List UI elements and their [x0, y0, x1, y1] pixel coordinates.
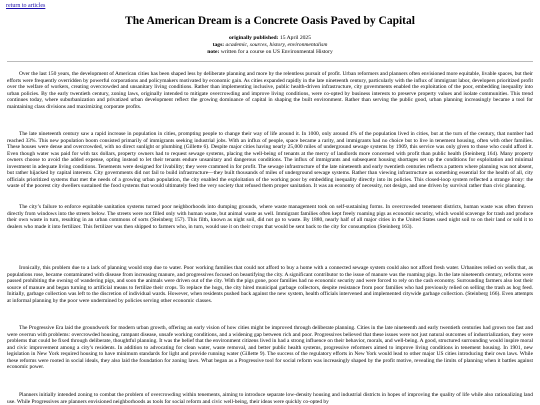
article-title: The American Dream is a Concrete Oasis Paved by Capital	[125, 15, 415, 27]
published-date: 15 April 2025	[279, 35, 312, 41]
note-line	[0, 49, 540, 56]
article-paragraph: Over the last 150 years, the development of American cities has been shaped less by deliberate planning and more by the relentless pursuit of profit. Urban reformers and planners often envisioned more equitable, livable spaces, but their efforts were frequently overridden by powerful corporations and policymakers motivated by economic gain. As cities expanded rapidly in the late nineteenth century, particularly with the influx of immigrant labor, developers prioritized profit over the welfare of workers, creating overcrowded and unsanitary living conditions. Rather than implementing inclusive, public health-driven infrastructure, city governments enabled the exploitation of the poor, embedding inequality into urban policies. By the early twentieth century, zoning laws, originally intended to mitigate overcrowding and improve living conditions, were co-opted by business interests to preserve property values and isolate communities. This trend continues today, where suburbanization and privatized urban development reflect the growing dominance of capital in shaping the built environment. Rather than serving the public good, urban planning increasingly became a tool for maintaining class divisions and maximizing corporate profits.	[7, 71, 533, 110]
note-label: note:	[207, 49, 220, 55]
article-paragraph: Planners initially intended zoning to combat the problem of overcrowding within tenements, aiming to introduce separate low-density housing and industrial districts in hopes of improving the quality of life while also rationalizing land use. While Progressives are planners envisioned neighborhoods as tools for social reform and civic well-being, their ideas were quickly co-opted by	[7, 392, 533, 405]
tags-line	[0, 42, 540, 49]
note-text: written for a course on US Environmental History	[220, 49, 333, 55]
published-line	[0, 35, 540, 42]
tags-list: academic, sources, history, environmentalism	[225, 42, 328, 48]
return-to-articles-link[interactable]: return to articles	[6, 3, 46, 9]
article-paragraph: The city’s failure to enforce equitable sanitation systems turned poor neighborhoods into dumping grounds, where waste management took on self-sustaining forms. In overcrowded tenement districts, human waste was often thrown directly from windows into the streets below. The streets were not filled only with human waste, but animal waste as well. Immigrant families often kept freely roaming pigs as economic security, which would scavenge for trash and produce their own waste in turn, resulting in an urban commons of sorts (Steinberg 157). This filth, known as night soil, did not go to waste. By 1880, nearly half of all major cities in the United States used night soil to on their land or sold it to dealers who made it into fertilizer. This fertilizer was then shipped to farmers who, in turn, would use it on their crops that would be sent back to the city for consumption (Steinberg 163).	[7, 204, 533, 230]
article-paragraph: The late nineteenth century saw a rapid increase in population in cities, prompting people to change their way of life around it. In 1000, only around 4% of the population lived in cities, but at the turn of the century, that number had reached 33%. This new population boom consisted primarily of immigrants seeking industrial jobs. With an influx of people, space became a rarity, and immigrants had no choice but to live in tenement housing, often with other families. These houses were dense and overcrowded, with no direct sunlight or plumbing (Gillette 6). Despite major cities having nearly 25,000 miles of underground sewage systems by 1909, this service was only given to those who could afford it. Even though water was paid for with tax dollars, property owners had to request sewage systems, placing the well-being of tenants at the mercy of landlords more concerned with profit than public health (Steinberg 164). Many property owners choose to avoid the added expense, opting instead to let their tenants endure unsanitary and dangerous conditions. The influx of immigrants and subsequent housing shortages set up the conditions for exploitation and minimal investment in adequate living conditions. Tenements were designed for livability; they were crammed in for profit. The sewage infrastructure of the late nineteenth and early twentieth centuries reflects a pattern where planning was not absent, but rather hijacked by capital interests. City governments did not fail to build infrastructure—they built thousands of miles of underground sewage systems. Rather than viewing infrastructure as something essential for the health of all, city officials prioritized systems that met the needs of a growing urban population, the city enabled the exploitation of the working poor by embedding inequality directly into its policies. This closed-loop system reflected a strange irony: the waste of the poorest city dwellers sustained the food systems that would ultimately feed the very society that refused them proper sanitation. It was an economy of necessity, not design, and one driven by survival rather than civic planning.	[7, 131, 533, 190]
header-divider	[7, 61, 533, 62]
back-to-articles	[6, 3, 45, 9]
published-label: originally published:	[228, 35, 279, 41]
article-paragraph: Ironically, this problem due to a lack of planning would stop due to water. Poor working families that could not afford to buy a home with a connected sewage system could also not afford fresh water. Urbanites relied on wells that, as populations rose, became contaminated with disease from increasing manure, and progressives focused on beautifying the city. A significant contributor to the issue of manure was the roaming pigs. In the late nineteenth century, reforms were passed prohibiting the owning of wandering pigs, and soon the animals were driven out of the city. With the pigs gone, poor families had no economic security and were forced to rely on the cash economy. Surrounding farmers also lost their source of manure and began turning to artificial means to fertilize their crops. To replace the hogs, the city hired municipal garbage collectors, despite resistance from poor families who had previously relied on selling the trash as hog feed. Initially, garbage collection was left to the discretion of individual wards. However, when residents pushed back against the new system, health officials intervened and implemented citywide garbage collection. (Steinberg 166). Even attempts at informal planning by the poor were undermined by policies serving other economic classes.	[7, 265, 533, 304]
tags-label: tags:	[212, 42, 225, 48]
article-paragraph: The Progressive Era laid the groundwork for modern urban growth, offering an early vision of how cities might be improved through deliberate planning. Cities in the late nineteenth and early twentieth centuries had grown too fast and were overrun with problems: overcrowded housing, rampant disease, unsafe working conditions, and a widening gap between rich and poor. Progressives believed that these issues were not just natural outcomes of industrialization, they were problems that could be fixed through deliberate, thoughtful planning. It was the belief that the environment citizens lived in had a strong influence on their behavior, morals, and well-being. A good, structured surrounding would inspire moral and civic improvement among a city’s residents. In addition to advocating for clean water, waste removal, and better public health systems, progressive reformers aimed to improve living conditions in tenement housing. In 1901, new legislation in New York required housing to have minimum standards for light and provide running water (Gillette 9). The success of the regulatory efforts in New York would lead to other major US cities introducing their own laws. While these reforms were rooted in social ideals, they also laid the foundation for zoning laws. What began as a Progressive tool for social reform was increasingly shaped by the profit motive, revealing the limits of planning when it battles against economic power.	[7, 325, 533, 371]
